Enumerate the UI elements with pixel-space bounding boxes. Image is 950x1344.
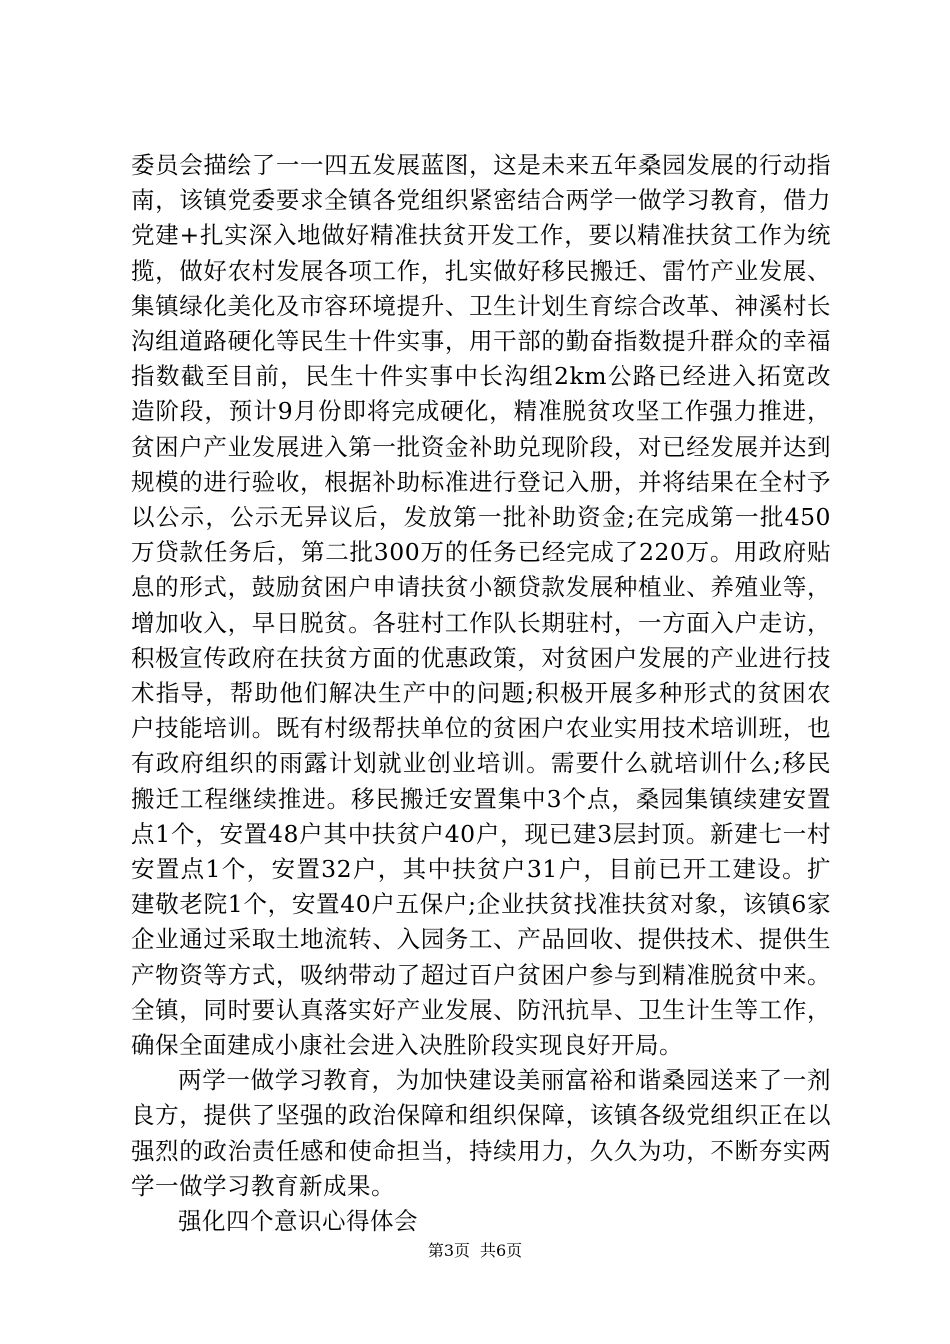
page-number-current: 第3页: [427, 1241, 470, 1260]
next-article-title: 强化四个意识心得体会: [178, 1207, 418, 1236]
paragraph-continuation: 委员会描绘了一一四五发展蓝图，这是未来五年桑园发展的行动指南，该镇党委要求全镇各党组织紧密结合两学一做学习教育，借力党建+扎实深入地做好精准扶贫开发工作，要以精准扶贫工作为统揽，做好农村发展各项工作，扎实做好移民搬迁、雷竹产业发展、集镇绿化美化及市容环境提升、卫生计划生育综合改革、神溪村长沟组道路硬化等民生十件实事，用干部的勤奋指数提升群众的幸福指数截至目前，民生十件实事中长沟组2km公路已经进入拓宽改造阶段，预计9月份即将完成硬化，精准脱贫攻坚工作强力推进，贫困户产业发展进入第一批资金补助兑现阶段，对已经发展并达到规模的进行验收，根据补助标准进行登记入册，并将结果在全村予以公示，公示无异议后，发放第一批补助资金;在完成第一批450万贷款任务后，第二批300万的任务已经完成了220万。用政府贴息的形式，鼓励贫困户申请扶贫小额贷款发展种植业、养殖业等，增加收入，早日脱贫。各驻村工作队长期驻村，一方面入户走访，积极宣传政府在扶贫方面的优惠政策，对贫困户发展的产业进行技术指导，帮助他们解决生产中的问题;积极开展多种形式的贫困农户技能培训。既有村级帮扶单位的贫困户农业实用技术培训班，也有政府组织的雨露计划就业创业培训。需要什么就培训什么;移民搬迁工程继续推进。移民搬迁安置集中3个点，桑园集镇续建安置点1个，安置48户其中扶贫户40户，现已建3层封顶。新建七一村安置点1个，安置32户，其中扶贫户31户，目前已开工建设。扩建敬老院1个，安置40户五保户;企业扶贫找准扶贫对象，该镇6家企业通过采取土地流转、入园务工、产品回收、提供技术、提供生产物资等方式，吸纳带动了超过百户贫困户参与到精准脱贫中来。全镇，同时要认真落实好产业发展、防汛抗旱、卫生计生等工作，确保全面建成小康社会进入决胜阶段实现良好开局。: [131, 151, 831, 1060]
document-body: [131, 148, 831, 1239]
paragraph-conclusion: 两学一做学习教育，为加快建设美丽富裕和谐桑园送来了一剂良方，提供了坚强的政治保障和组织保障，该镇各级党组织正在以强烈的政治责任感和使命担当，持续用力，久久为功，不断夯实两学一做学习教育新成果。: [131, 1066, 831, 1200]
page-number-total: 共6页: [480, 1241, 523, 1260]
page-footer: [0, 1240, 950, 1262]
